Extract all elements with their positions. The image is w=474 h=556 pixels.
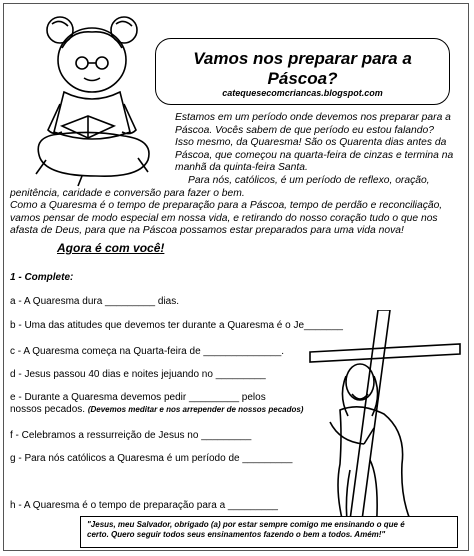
intro-line: penitência, caridade e conversão para fazer o bem. (10, 187, 245, 199)
intro-line: manhã da quinta-feira Santa. (175, 162, 308, 174)
title-line-2: Páscoa? (267, 69, 338, 88)
intro-line: afasta de Deus, para que na Páscoa possamos estar preparados para uma vida nova! (10, 225, 404, 237)
intro-line: Páscoa, que começou na quarta-feira de cinzas e termina na (175, 149, 454, 161)
question-e-continued (10, 404, 303, 416)
intro-line: Estamos em um período onde devemos nos preparar para a (175, 112, 451, 123)
agora-heading: Agora é com você! (57, 241, 165, 255)
title-line-1: Vamos nos preparar para a (193, 49, 412, 68)
question-e: e - Durante a Quaresma devemos pedir _________ pelos (10, 392, 266, 403)
intro-line: Isso mesmo, da Quaresma! São os Quarenta dias antes da (175, 137, 447, 149)
section-label: 1 - Complete: (10, 272, 74, 283)
intro-line: Como a Quaresma é o tempo de preparação para a Páscoa, tempo de perdão e reconciliação, (10, 200, 443, 212)
intro-line: vamos pensar de modo especial em nossa vida, e retirando do nosso coração tudo o que nos (10, 212, 438, 224)
question-c: c - A Quaresma começa na Quarta-feira de ______________. (10, 346, 285, 357)
prayer-quote-box (80, 516, 458, 548)
question-a: a - A Quaresma dura _________ dias. (10, 296, 180, 307)
question-f: f - Celebramos a ressurreição de Jesus no _________ (10, 430, 252, 441)
blog-url: catequesecomcriancas.blogspot.com (222, 88, 383, 98)
question-b: b - Uma das atitudes que devemos ter durante a Quaresma é o Je_______ (10, 320, 343, 331)
page-title (156, 49, 449, 89)
quote-line-2: certo. Quero seguir todos seus ensinamentos fazendo o bem a todos. Amém!" (87, 530, 386, 539)
jesus-carrying-cross-illustration (300, 310, 468, 535)
quote-line-1: "Jesus, meu Salvador, obrigado (a) por estar sempre comigo me ensinando o que é (87, 520, 405, 529)
question-g: g - Para nós católicos a Quaresma é um período de _________ (10, 453, 293, 464)
question-e-note: (Devemos meditar e nos arrepender de nossos pecados) (87, 405, 304, 414)
question-d: d - Jesus passou 40 dias e noites jejuando no _________ (10, 369, 266, 380)
girl-reading-illustration (22, 8, 162, 193)
intro-line: Para nós, católicos, é um período de reflexo, oração, (188, 175, 430, 186)
question-e-line-2: nossos pecados. (10, 404, 86, 415)
question-h: h - A Quaresma é o tempo de preparação para a _________ (10, 500, 278, 511)
title-box (155, 38, 450, 105)
intro-line: Páscoa. Vocês sabem de que período eu estou falando? (175, 124, 434, 136)
